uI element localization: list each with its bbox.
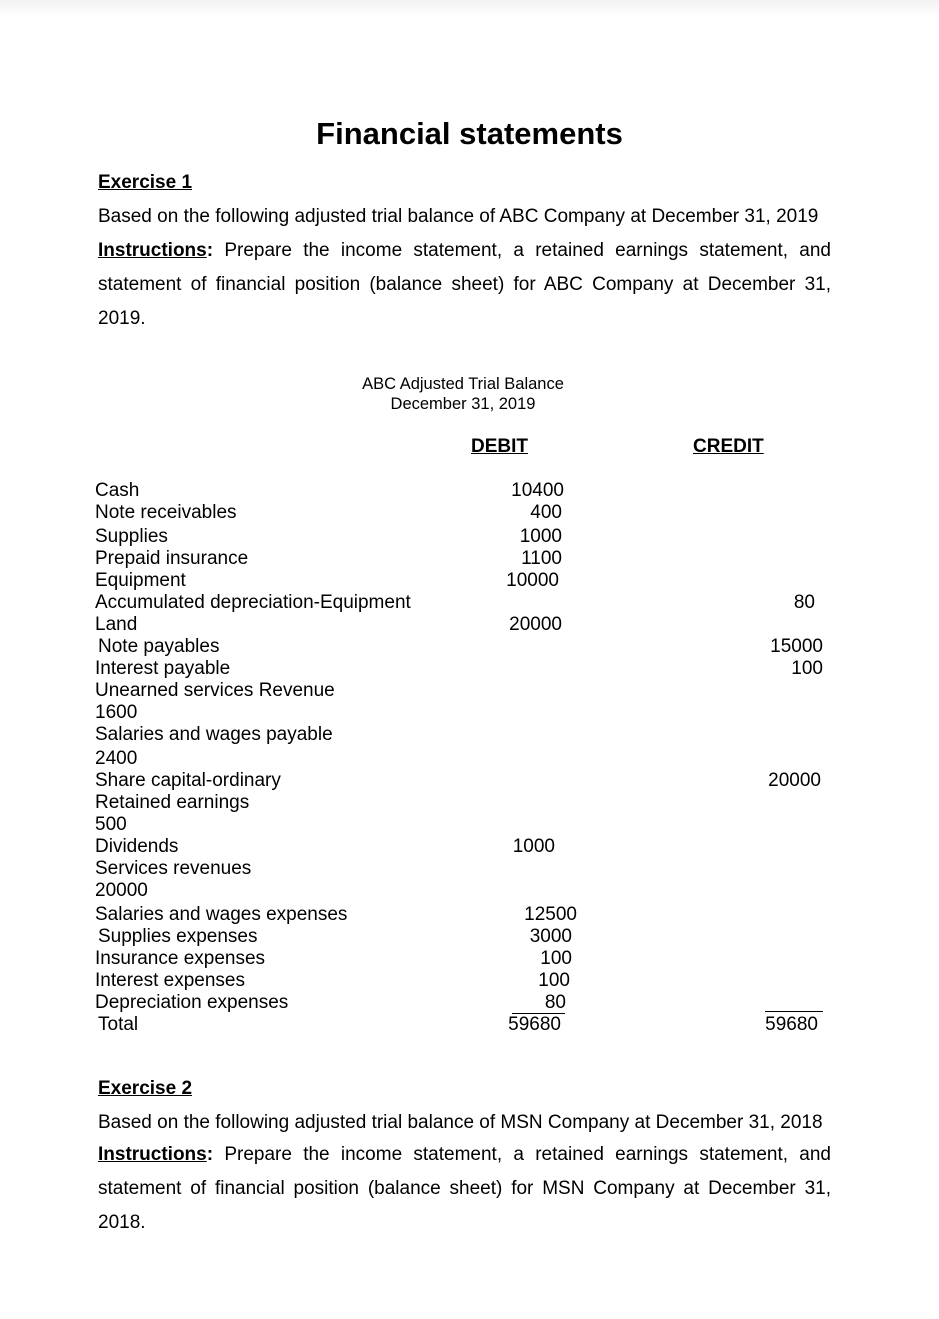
account-name: Accumulated depreciation-Equipment: [95, 592, 411, 613]
account-name: Note receivables: [95, 502, 237, 523]
account-name: Retained earnings: [95, 792, 250, 813]
account-name: Salaries and wages payable: [95, 724, 333, 745]
account-name: Salaries and wages expenses: [95, 904, 348, 925]
trial-balance-title: ABC Adjusted Trial Balance: [362, 375, 564, 393]
instructions-label: Instructions: [98, 1144, 207, 1165]
debit-amount: 1100: [521, 548, 562, 569]
debit-amount: 100: [538, 970, 570, 991]
instructions-colon: :: [206, 240, 214, 261]
account-name: Interest payable: [95, 658, 231, 679]
debit-total: 59680: [508, 1014, 561, 1035]
credit-amount: 15000: [770, 636, 823, 657]
account-name: Services revenues: [95, 858, 252, 879]
exercise-1-heading: Exercise 1: [98, 172, 193, 193]
debit-amount: 400: [530, 502, 562, 523]
account-name: Unearned services Revenue: [95, 680, 335, 701]
account-name: Supplies expenses: [98, 926, 258, 947]
exercise-2-intro: Based on the following adjusted trial balance of MSN Company at December 31, 2018: [98, 1112, 823, 1133]
instructions-text: Prepare the income statement, a retained earnings statement, and statement of financial position (balance sheet) for ABC Company at December 31, 2019.: [98, 240, 831, 329]
debit-amount: 1000: [519, 526, 562, 547]
exercise-2-instructions: [98, 1138, 831, 1240]
account-name: Dividends: [95, 836, 179, 857]
debit-column-header: DEBIT: [471, 436, 528, 457]
account-name: Equipment: [95, 570, 186, 591]
account-name: Cash: [95, 480, 140, 501]
account-name: Supplies: [95, 526, 168, 547]
account-name: Prepaid insurance: [95, 548, 249, 569]
account-name: 500: [95, 814, 127, 835]
debit-amount: 1000: [512, 836, 555, 857]
exercise-1-instructions: [98, 234, 831, 336]
instructions-text: Prepare the income statement, a retained earnings statement, and statement of financial position (balance sheet) for MSN Company at December 31, 2018.: [98, 1144, 831, 1233]
credit-total-rule: [765, 1011, 823, 1012]
debit-amount: 10400: [511, 480, 564, 501]
credit-total: 59680: [765, 1014, 818, 1035]
instructions-colon: :: [206, 1144, 214, 1165]
account-name: Share capital-ordinary: [95, 770, 281, 791]
credit-amount: 20000: [768, 770, 821, 791]
account-name: 2400: [95, 748, 138, 769]
account-name: Insurance expenses: [95, 948, 266, 969]
credit-amount: 80: [793, 592, 815, 613]
debit-amount: 20000: [509, 614, 562, 635]
account-name: Land: [95, 614, 138, 635]
exercise-1-intro: Based on the following adjusted trial balance of ABC Company at December 31, 2019: [98, 206, 819, 227]
total-label: Total: [98, 1014, 139, 1035]
account-name: Note payables: [98, 636, 220, 657]
account-name: Interest expenses: [95, 970, 245, 991]
debit-amount: 12500: [524, 904, 577, 925]
instructions-label: Instructions: [98, 240, 207, 261]
trial-balance-date: December 31, 2019: [390, 395, 536, 413]
page-title: Financial statements: [316, 116, 623, 151]
debit-amount: 3000: [529, 926, 572, 947]
account-name: 20000: [95, 880, 148, 901]
account-name: Depreciation expenses: [95, 992, 289, 1013]
exercise-2-heading: Exercise 2: [98, 1078, 193, 1099]
credit-amount: 100: [791, 658, 823, 679]
debit-amount: 10000: [506, 570, 559, 591]
account-name: 1600: [95, 702, 138, 723]
page-top-edge: [0, 0, 939, 16]
credit-column-header: CREDIT: [693, 436, 764, 457]
debit-amount: 100: [540, 948, 572, 969]
debit-amount: 80: [544, 992, 566, 1013]
